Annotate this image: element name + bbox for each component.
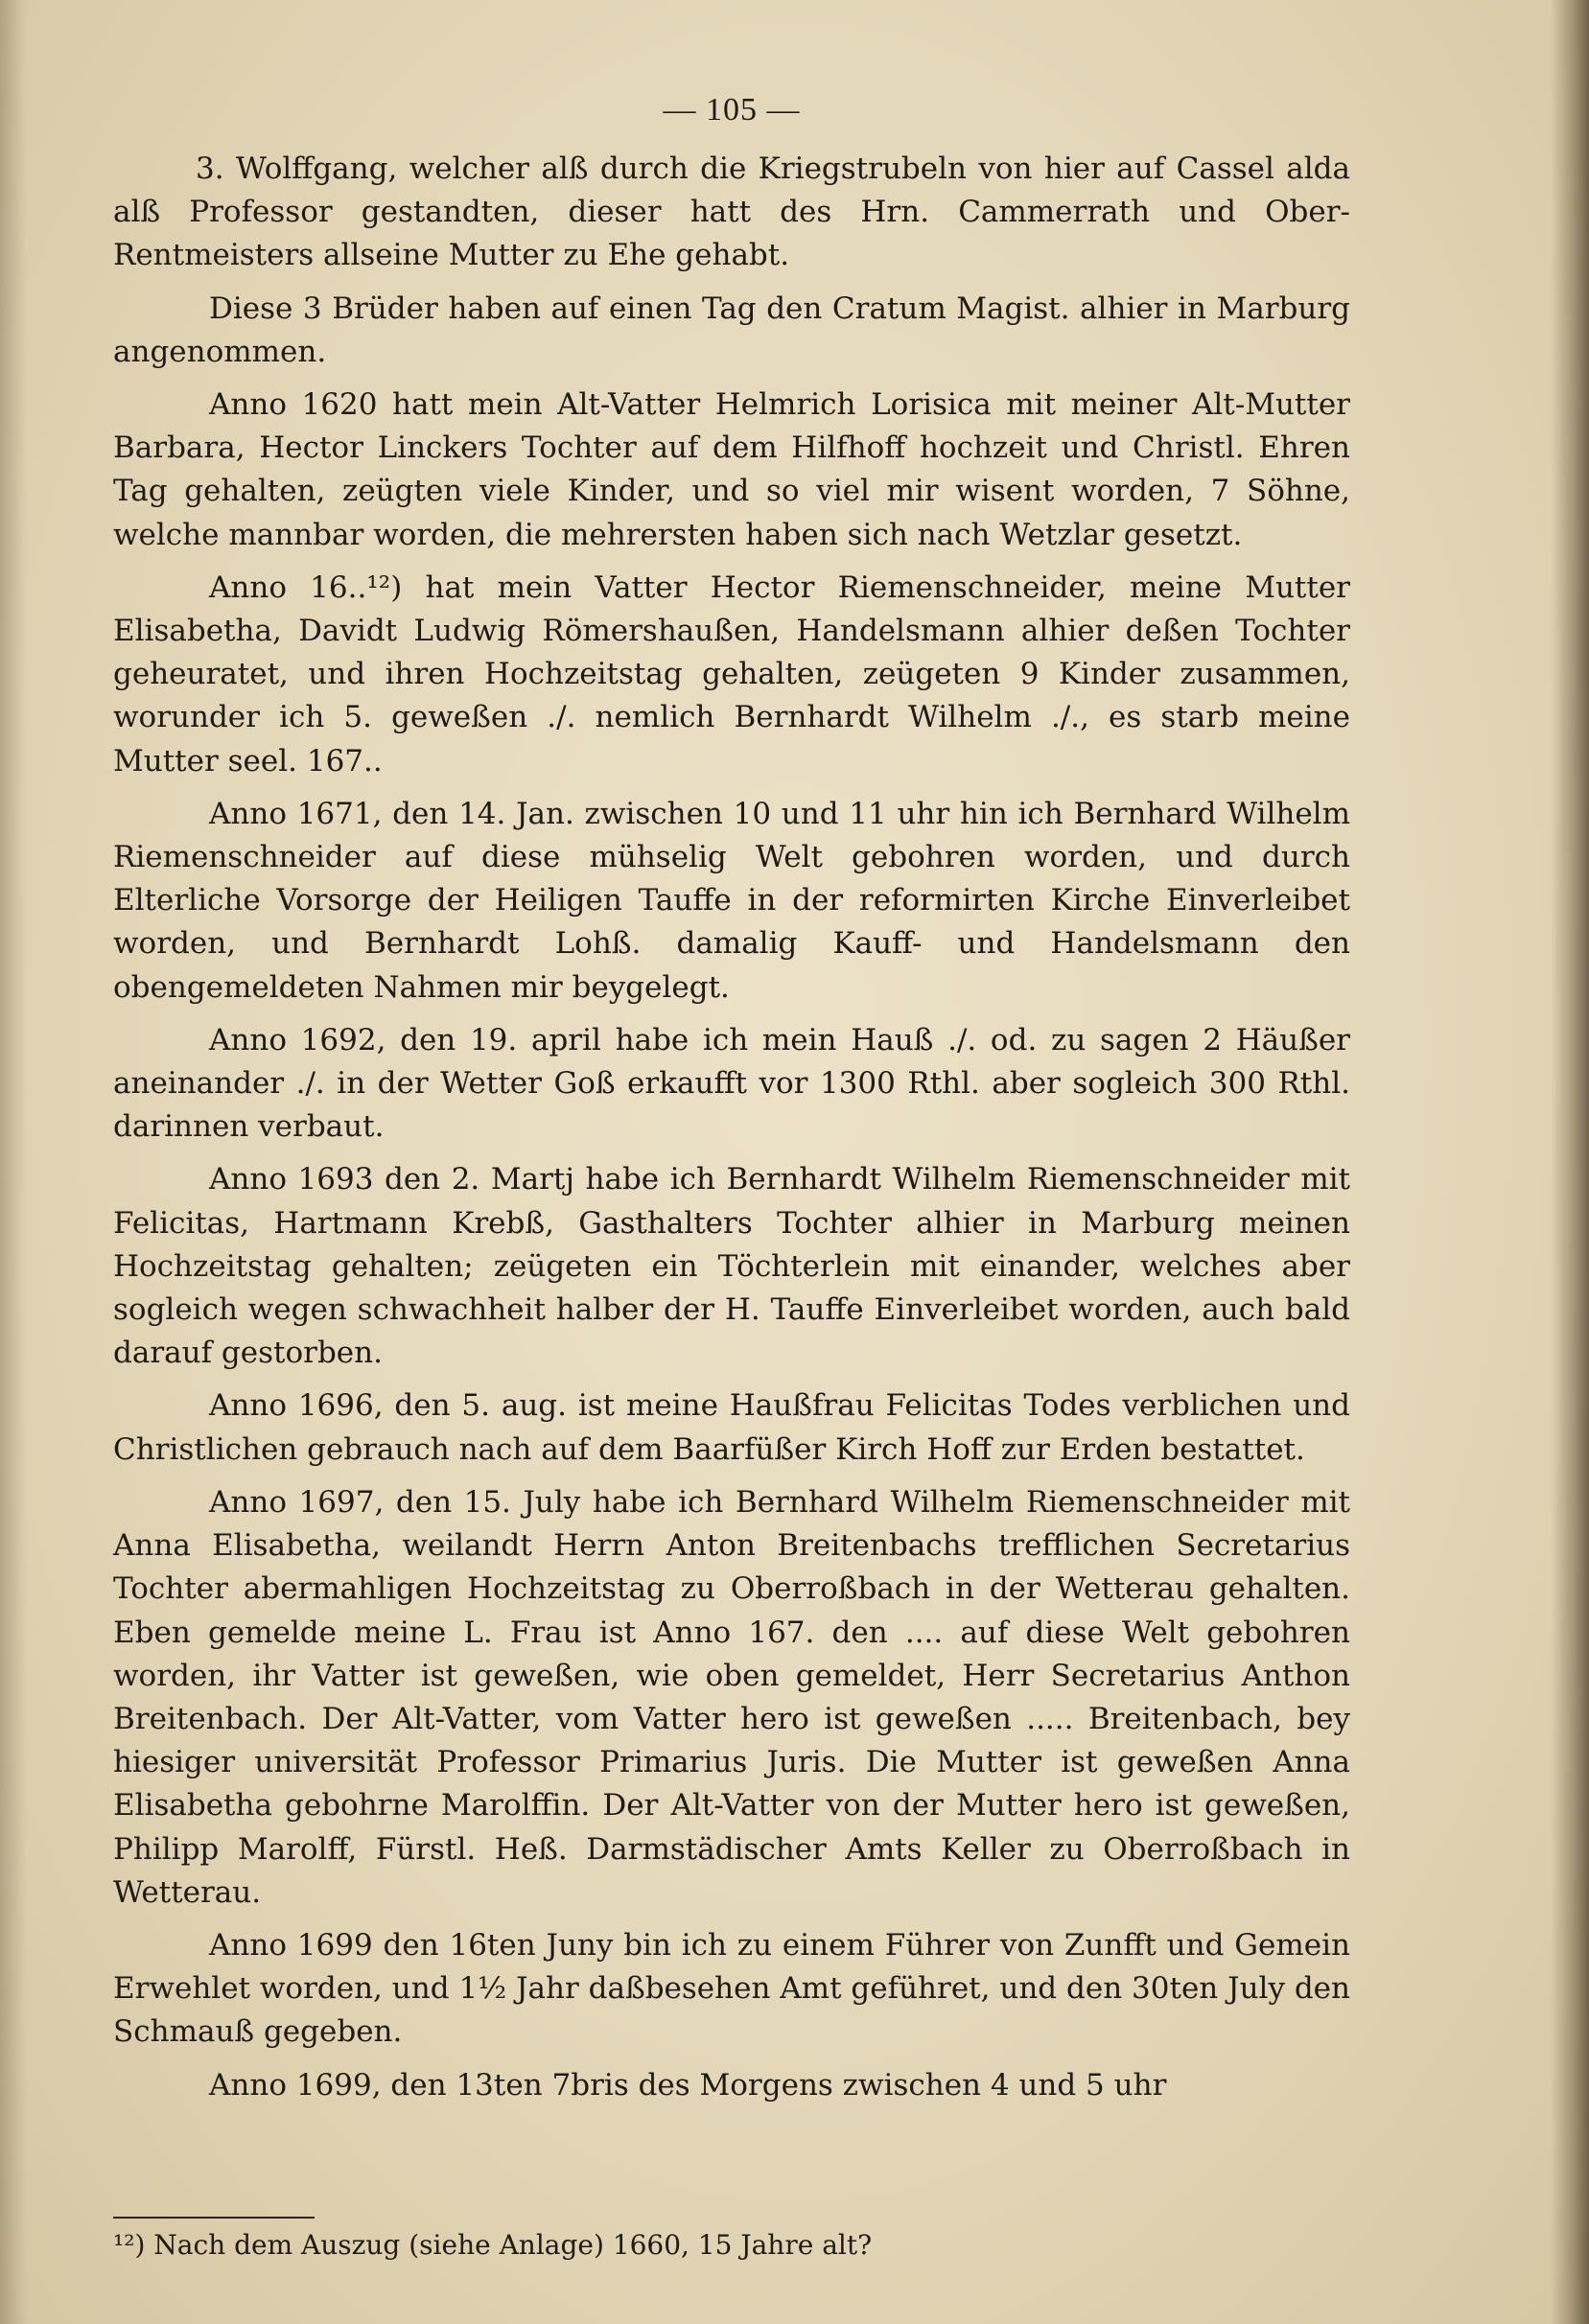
footnote-divider: [113, 2217, 315, 2219]
paragraph-anno-1620: Anno 1620 hatt mein Alt-Vatter Helmrich Lorisica mit meiner Alt-Mutter Barbara, Hector Linckers Tochter auf dem Hilfhoff hochzeit und Christl. Ehren Tag gehalten, zeügten viele Kinder, und so viel mir wisent worden, 7 Söhne, welche mannbar worden, die mehrersten haben sich nach Wetzlar gesetzt.: [113, 387, 1350, 552]
paragraph-anno-1697: Anno 1697, den 15. July habe ich Bernhard Wilhelm Riemenschneider mit Anna Elisabetha, weilandt Herrn Anton Breitenbachs trefflichen Secretarius Tochter abermahligen Hochzeitstag zu Oberroßbach in der Wetterau gehalten. Eben gemelde meine L. Frau ist Anno 167. den .... auf diese Welt gebohren worden, ihr Vatter ist geweßen, wie oben gemeldet, Herr Secretarius Anthon Breitenbach. Der Alt-Vatter, vom Vatter hero ist geweßen ..... Breitenbach, bey hiesiger universität Professor Primarius Juris. Die Mutter ist geweßen Anna Elisabetha gebohrne Marolffin. Der Alt-Vatter von der Mutter hero ist geweßen, Philipp Marolff, Fürstl. Heß. Darmstädischer Amts Keller zu Oberroßbach in Wetterau.: [113, 1484, 1350, 1910]
paragraph-anno-1699-sept: Anno 1699, den 13ten 7bris des Morgens zwischen 4 und 5 uhr: [209, 2067, 1167, 2103]
footnote: ¹²) Nach dem Auszug (siehe Anlage) 1660, 15 Jahre alt?: [113, 2229, 873, 2261]
paragraph-wolffgang: 3. Wolffgang, welcher alß durch die Kriegstrubeln von hier auf Cassel alda alß Professor gestandten, dieser hatt des Hrn. Cammerrath und Ober-Rentmeisters allseine Mutter zu Ehe gehabt.: [113, 151, 1350, 273]
paragraph-anno-1671: Anno 1671, den 14. Jan. zwischen 10 und 11 uhr hin ich Bernhard Wilhelm Riemenschneider auf diese mühselig Welt gebohren worden, und durch Elterliche Vorsorge der Heiligen Tauffe in der reformirten Kirche Einverleibet worden, und Bernhardt Lohß. damalig Kauff- und Handelsmann den obengemeldeten Nahmen mir beygelegt.: [113, 796, 1350, 1005]
paragraph-anno-1693: Anno 1693 den 2. Martj habe ich Bernhardt Wilhelm Riemenschneider mit Felicitas, Hartmann Krebß, Gasthalters Tochter alhier in Marburg meinen Hochzeitstag gehalten; zeügeten ein Töchterlein mit einander, welches aber sogleich wegen schwachheit halber der H. Tauffe Einverleibet worden, auch bald darauf gestorben.: [113, 1162, 1350, 1371]
page-shadow-right: [1551, 0, 1589, 2324]
paragraph-brothers: Diese 3 Brüder haben auf einen Tag den Cratum Magist. alhier in Marburg angenommen.: [113, 290, 1350, 369]
paragraph-anno-16xx: Anno 16..¹²) hat mein Vatter Hector Riemenschneider, meine Mutter Elisabetha, Davidt Ludwig Römershaußen, Handelsmann alhier deßen Tochter geheuratet, und ihren Hochzeitstag gehalten, zeügeten 9 Kinder zusammen, worunder ich 5. geweßen ./. nemlich Bernhardt Wilhelm ./., es starb meine Mutter seel. 167..: [113, 569, 1350, 779]
page-shadow-left: [0, 0, 27, 2324]
paragraph-anno-1696: Anno 1696, den 5. aug. ist meine Haußfrau Felicitas Todes verblichen und Christlichen gebrauch nach auf dem Baarfüßer Kirch Hoff zur Erden bestattet.: [113, 1388, 1350, 1467]
page-body: [113, 92, 1350, 2117]
paragraph-anno-1699-june: Anno 1699 den 16ten Juny bin ich zu einem Führer von Zunfft und Gemein Erwehlet worden, und 1½ Jahr daßbesehen Amt geführet, und den 30ten July den Schmauß gegeben.: [113, 1927, 1350, 2050]
paragraph-anno-1692: Anno 1692, den 19. april habe ich mein Hauß ./. od. zu sagen 2 Häußer aneinander ./. in der Wetter Goß erkaufft vor 1300 Rthl. aber sogleich 300 Rthl. darinnen verbaut.: [113, 1022, 1350, 1145]
page-number: — 105 —: [663, 92, 801, 128]
